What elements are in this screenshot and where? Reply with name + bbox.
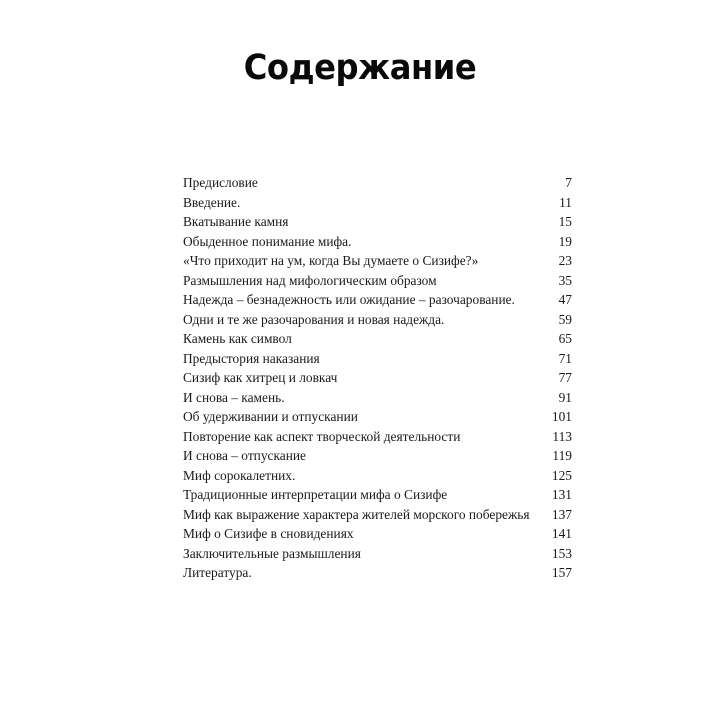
toc-entry — [183, 193, 572, 213]
toc-entry — [183, 173, 572, 193]
toc-entry-page: 113 — [552, 428, 572, 444]
toc-entry-page: 35 — [558, 272, 572, 288]
toc-entry — [183, 407, 572, 427]
toc-entry-label: Миф как выражение характера жителей морского побережья — [183, 506, 530, 522]
toc-entry-label: И снова – камень. — [183, 389, 285, 405]
toc-entry-label: Заключительные размышления — [183, 545, 361, 561]
toc-entry-label: Миф о Сизифе в сновидениях — [183, 526, 354, 541]
toc-entry-page: 47 — [558, 292, 572, 307]
toc-entry — [183, 388, 572, 408]
toc-entry-label: Сизиф как хитрец и ловкач — [183, 370, 338, 385]
toc-entry-page: 91 — [558, 389, 572, 405]
toc-entry-page: 157 — [551, 565, 572, 580]
toc-entry — [183, 290, 572, 310]
toc-entry-label: Традиционные интерпретации мифа о Сизифе — [183, 487, 448, 502]
toc-entry — [183, 563, 572, 583]
toc-entry-page: 119 — [552, 448, 572, 463]
toc-entry-label: Одни и те же разочарования и новая надежда. — [183, 311, 445, 327]
toc-entry — [183, 446, 572, 466]
toc-entry-page: 71 — [558, 350, 572, 366]
toc-entry — [183, 368, 572, 388]
toc-entry — [183, 310, 572, 330]
toc-entry-page: 153 — [551, 545, 572, 561]
toc-entry-label: Об удерживании и отпускании — [183, 409, 358, 424]
toc-entry — [183, 329, 572, 349]
toc-entry-label: Камень как символ — [183, 331, 292, 346]
toc-entry — [183, 524, 572, 544]
toc-entry-page: 11 — [559, 194, 572, 210]
toc-entry-page: 23 — [558, 253, 572, 268]
toc-entry-page: 19 — [558, 233, 572, 249]
toc-entry-label: Литература. — [183, 565, 252, 580]
toc-entry — [183, 232, 572, 252]
toc-entry-page: 7 — [565, 175, 572, 190]
toc-entry-page: 15 — [558, 214, 572, 229]
table-of-contents — [183, 173, 572, 583]
toc-entry — [183, 212, 572, 232]
toc-entry-page: 101 — [551, 409, 572, 424]
toc-entry — [183, 271, 572, 291]
toc-entry-page: 141 — [551, 526, 572, 541]
toc-entry-page: 131 — [551, 487, 572, 502]
toc-entry-label: Предыстория наказания — [183, 350, 320, 366]
toc-entry-label: Вкатывание камня — [183, 214, 289, 229]
page-title: Содержание — [243, 48, 477, 88]
toc-entry — [183, 544, 572, 564]
toc-entry-label: Предисловие — [183, 175, 258, 190]
toc-entry-label: И снова – отпускание — [183, 448, 306, 463]
toc-entry-page: 125 — [551, 467, 572, 483]
toc-entry-page: 59 — [558, 311, 572, 327]
toc-entry-label: Обыденное понимание мифа. — [183, 233, 352, 249]
toc-entry — [183, 505, 572, 525]
toc-entry-label: Повторение как аспект творческой деятельности — [183, 428, 461, 444]
toc-entry-label: Введение. — [183, 194, 241, 210]
toc-entry — [183, 427, 572, 447]
toc-entry — [183, 466, 572, 486]
toc-entry-page: 137 — [551, 506, 572, 522]
toc-entry-label: Размышления над мифологическим образом — [183, 272, 437, 288]
toc-entry — [183, 349, 572, 369]
toc-entry-label: Миф сорокалетних. — [183, 467, 296, 483]
toc-entry-label: «Что приходит на ум, когда Вы думаете о Сизифе?» — [183, 253, 479, 268]
toc-entry — [183, 251, 572, 271]
toc-entry — [183, 485, 572, 505]
toc-entry-page: 65 — [558, 331, 572, 346]
toc-entry-label: Надежда – безнадежность или ожидание – разочарование. — [183, 292, 515, 307]
toc-entry-page: 77 — [558, 370, 572, 385]
